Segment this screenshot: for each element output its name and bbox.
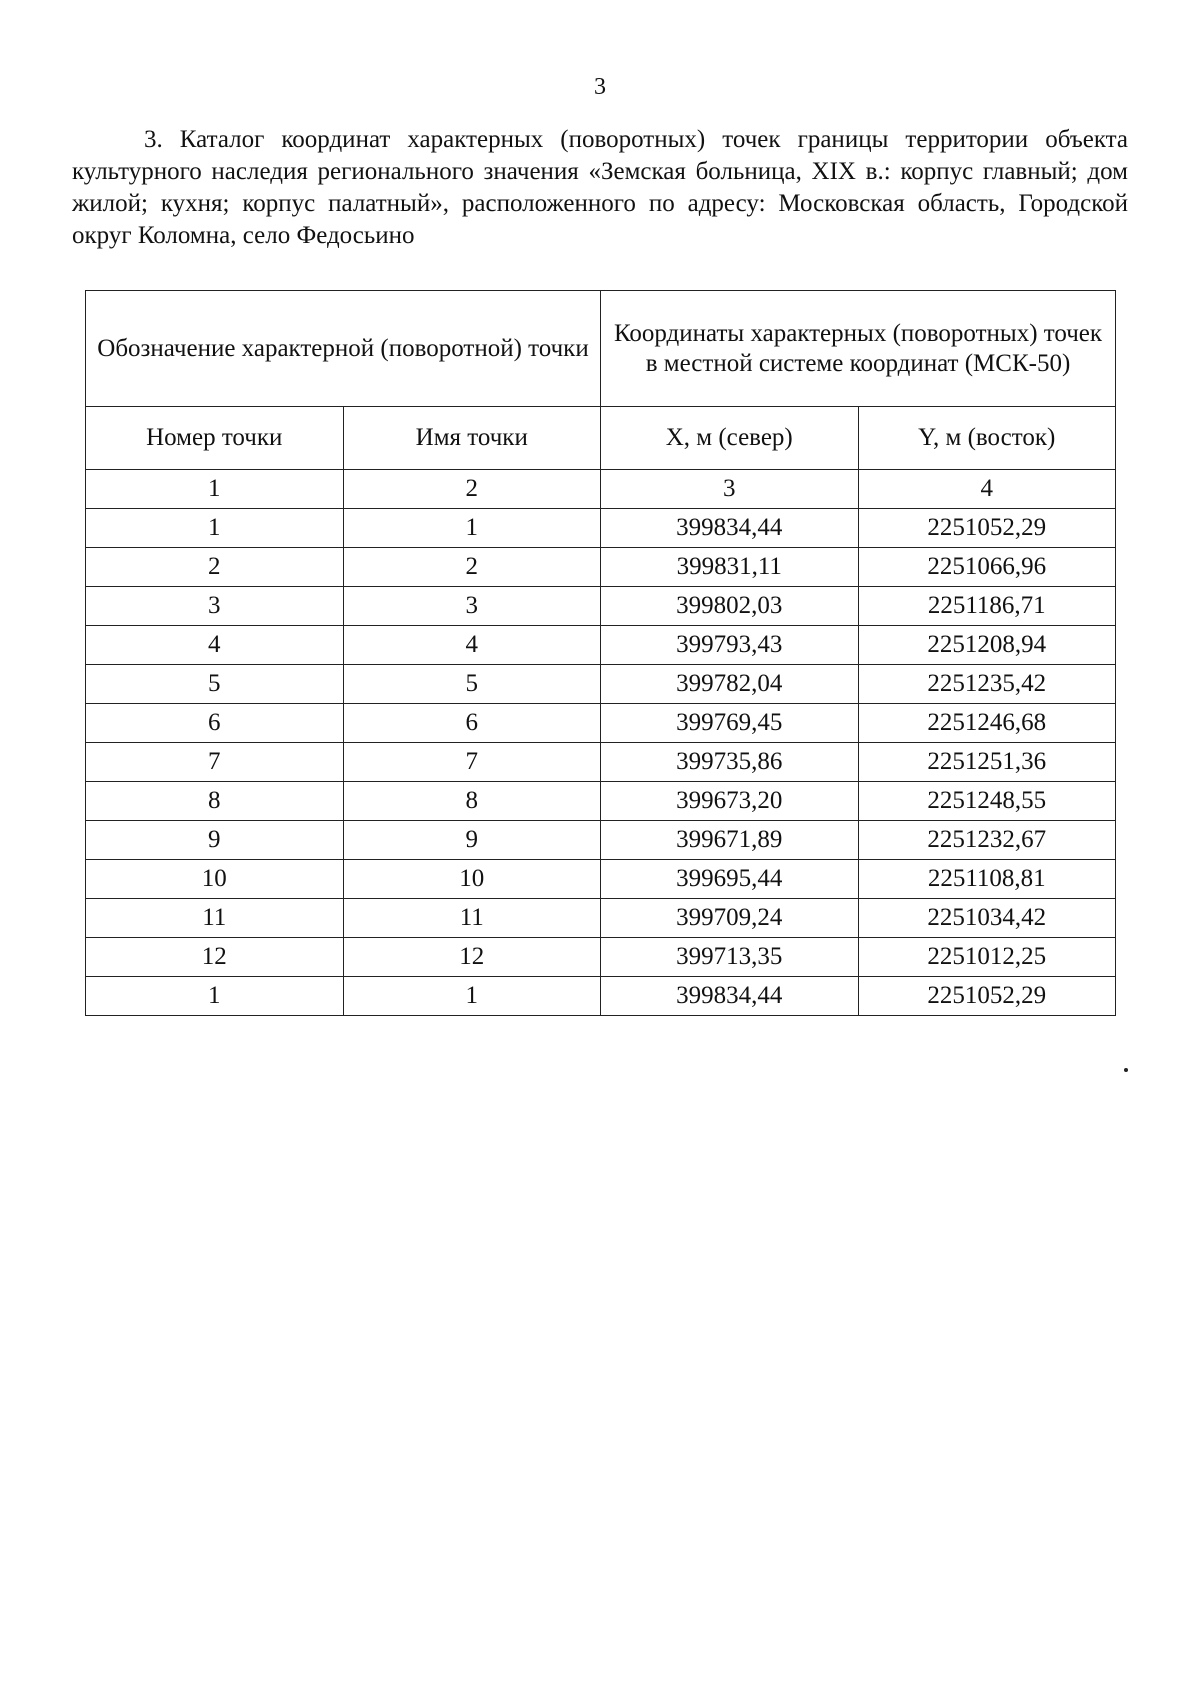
- y-coordinate-cell: 2251052,29: [858, 977, 1116, 1016]
- column-number-cell: 2: [343, 470, 601, 509]
- point-number-cell: 8: [86, 782, 344, 821]
- header-x-north: X, м (север): [601, 407, 859, 470]
- point-name-cell: 11: [343, 899, 601, 938]
- x-coordinate-cell: 399709,24: [601, 899, 859, 938]
- point-name-cell: 10: [343, 860, 601, 899]
- x-coordinate-cell: 399793,43: [601, 626, 859, 665]
- trailing-dot: [1124, 1068, 1128, 1072]
- y-coordinate-cell: 2251251,36: [858, 743, 1116, 782]
- x-coordinate-cell: 399713,35: [601, 938, 859, 977]
- point-name-cell: 8: [343, 782, 601, 821]
- point-name-cell: 7: [343, 743, 601, 782]
- point-number-cell: 2: [86, 548, 344, 587]
- point-name-cell: 12: [343, 938, 601, 977]
- y-coordinate-cell: 2251108,81: [858, 860, 1116, 899]
- x-coordinate-cell: 399834,44: [601, 977, 859, 1016]
- point-number-cell: 12: [86, 938, 344, 977]
- coordinates-table: [85, 290, 1116, 1016]
- point-number-cell: 1: [86, 509, 344, 548]
- x-coordinate-cell: 399735,86: [601, 743, 859, 782]
- y-coordinate-cell: 2251208,94: [858, 626, 1116, 665]
- point-name-cell: 4: [343, 626, 601, 665]
- x-coordinate-cell: 399802,03: [601, 587, 859, 626]
- y-coordinate-cell: 2251012,25: [858, 938, 1116, 977]
- table-row: [86, 782, 1116, 821]
- table-row: [86, 899, 1116, 938]
- table-row: [86, 743, 1116, 782]
- x-coordinate-cell: 399834,44: [601, 509, 859, 548]
- table-row: [86, 548, 1116, 587]
- point-number-cell: 3: [86, 587, 344, 626]
- y-coordinate-cell: 2251052,29: [858, 509, 1116, 548]
- y-coordinate-cell: 2251066,96: [858, 548, 1116, 587]
- point-number-cell: 9: [86, 821, 344, 860]
- point-number-cell: 6: [86, 704, 344, 743]
- intro-paragraph: 3. Каталог координат характерных (поворотных) точек границы территории объекта культурного наследия регионального значения «Земская больница, XIX в.: корпус главный; дом жилой; кухня; корпус палатный», расположенного по адресу: Московская область, Городской округ Коломна, село Федосьино: [72, 126, 1128, 249]
- point-name-cell: 1: [343, 509, 601, 548]
- column-number-cell: 1: [86, 470, 344, 509]
- point-name-cell: 5: [343, 665, 601, 704]
- point-number-cell: 7: [86, 743, 344, 782]
- column-number-cell: 3: [601, 470, 859, 509]
- point-name-cell: 6: [343, 704, 601, 743]
- header-point-name: Имя точки: [343, 407, 601, 470]
- table-header-columns-row: [86, 407, 1116, 470]
- x-coordinate-cell: 399769,45: [601, 704, 859, 743]
- table-row: [86, 704, 1116, 743]
- point-number-cell: 11: [86, 899, 344, 938]
- y-coordinate-cell: 2251232,67: [858, 821, 1116, 860]
- point-name-cell: 2: [343, 548, 601, 587]
- x-coordinate-cell: 399695,44: [601, 860, 859, 899]
- table-row: [86, 626, 1116, 665]
- table-row: [86, 509, 1116, 548]
- y-coordinate-cell: 2251235,42: [858, 665, 1116, 704]
- y-coordinate-cell: 2251246,68: [858, 704, 1116, 743]
- table-row: [86, 587, 1116, 626]
- x-coordinate-cell: 399673,20: [601, 782, 859, 821]
- x-coordinate-cell: 399831,11: [601, 548, 859, 587]
- header-coordinates: Координаты характерных (поворотных) точек в местной системе координат (МСК-50): [601, 291, 1116, 407]
- header-point-designation: Обозначение характерной (поворотной) точки: [86, 291, 601, 407]
- y-coordinate-cell: 2251248,55: [858, 782, 1116, 821]
- point-name-cell: 1: [343, 977, 601, 1016]
- table-header-group-row: [86, 291, 1116, 407]
- point-name-cell: 3: [343, 587, 601, 626]
- header-point-number: Номер точки: [86, 407, 344, 470]
- table-row: [86, 821, 1116, 860]
- table-row: [86, 665, 1116, 704]
- y-coordinate-cell: 2251186,71: [858, 587, 1116, 626]
- page-number: 3: [594, 74, 606, 100]
- column-number-cell: 4: [858, 470, 1116, 509]
- table-row: [86, 977, 1116, 1016]
- x-coordinate-cell: 399671,89: [601, 821, 859, 860]
- point-number-cell: 4: [86, 626, 344, 665]
- table-column-numbers-row: [86, 470, 1116, 509]
- point-name-cell: 9: [343, 821, 601, 860]
- x-coordinate-cell: 399782,04: [601, 665, 859, 704]
- table-row: [86, 938, 1116, 977]
- point-number-cell: 10: [86, 860, 344, 899]
- table-row: [86, 860, 1116, 899]
- point-number-cell: 5: [86, 665, 344, 704]
- point-number-cell: 1: [86, 977, 344, 1016]
- header-y-east: Y, м (восток): [858, 407, 1116, 470]
- y-coordinate-cell: 2251034,42: [858, 899, 1116, 938]
